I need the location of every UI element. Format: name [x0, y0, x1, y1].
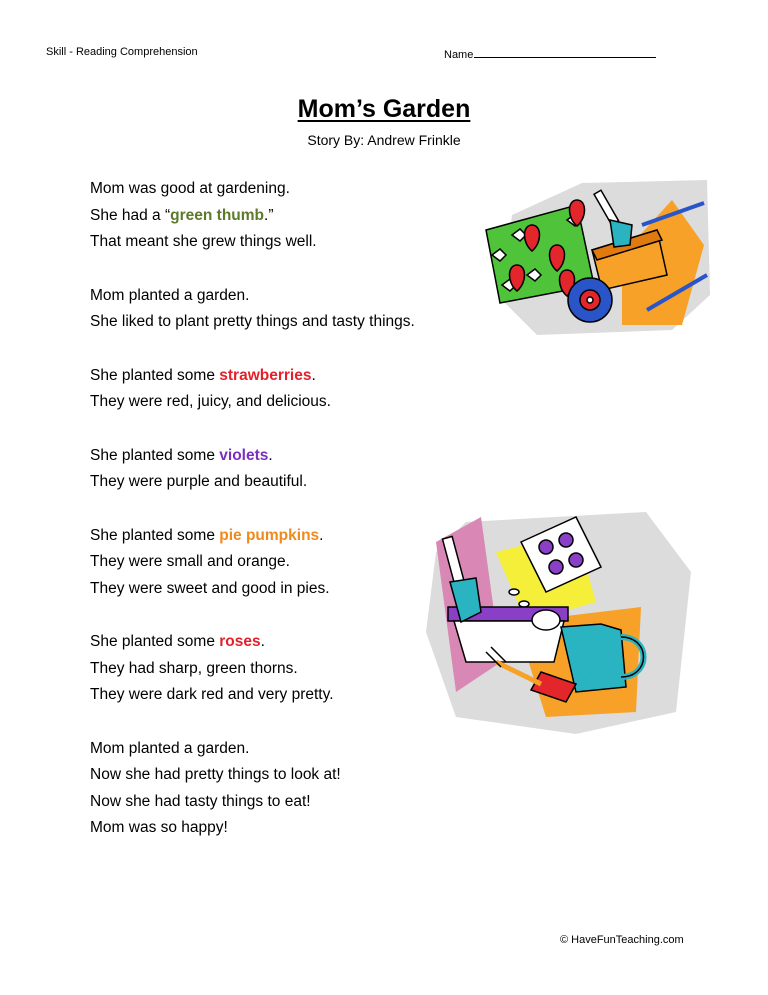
- story-line: She had a “green thumb.”: [90, 206, 274, 224]
- story-paragraph: [90, 736, 510, 842]
- keyword-strawberries: strawberries: [219, 366, 312, 384]
- name-field[interactable]: [444, 46, 656, 61]
- story-paragraph: [90, 283, 510, 336]
- name-blank-line[interactable]: [474, 46, 656, 58]
- keyword-violets: violets: [219, 446, 269, 464]
- story-paragraph: [90, 443, 510, 496]
- story-paragraph: [90, 363, 510, 416]
- story-line: She liked to plant pretty things and tasty things.: [90, 313, 415, 330]
- story-byline: Story By: Andrew Frinkle: [307, 132, 461, 148]
- story-line: Mom was so happy!: [90, 819, 228, 836]
- keyword-pie-pumpkins: pie pumpkins: [219, 526, 320, 544]
- story-line: She planted some roses.: [90, 633, 265, 650]
- story-line: Mom planted a garden.: [90, 286, 250, 304]
- story-line: They were purple and beautiful.: [90, 473, 308, 490]
- story-line: They were red, juicy, and delicious.: [90, 393, 331, 410]
- story-line: Now she had tasty things to eat!: [90, 792, 311, 810]
- story-line: Now she had pretty things to look at!: [90, 766, 341, 783]
- garden-tools-illustration: [426, 512, 692, 734]
- skill-label: Skill - Reading Comprehension: [46, 46, 198, 58]
- name-label: Name: [444, 49, 474, 61]
- story-line: She planted some violets.: [90, 446, 273, 464]
- story-line: They had sharp, green thorns.: [90, 659, 298, 677]
- story-line: That meant she grew things well.: [90, 233, 317, 250]
- story-line: She planted some pie pumpkins.: [90, 526, 324, 544]
- page-title: Mom’s Garden: [297, 95, 471, 123]
- strawberry-wheelbarrow-illustration: [472, 175, 722, 335]
- copyright-footer: © HaveFunTeaching.com: [560, 934, 684, 946]
- keyword-green-thumb: green thumb: [170, 206, 265, 224]
- story-paragraph: [90, 176, 510, 256]
- story-line: Mom was good at gardening.: [90, 180, 290, 197]
- story-line: They were sweet and good in pies.: [90, 579, 330, 597]
- keyword-roses: roses: [219, 633, 261, 650]
- story-line: They were small and orange.: [90, 553, 290, 570]
- story-line: They were dark red and very pretty.: [90, 686, 334, 703]
- story-line: Mom planted a garden.: [90, 739, 250, 757]
- story-line: She planted some strawberries.: [90, 366, 316, 384]
